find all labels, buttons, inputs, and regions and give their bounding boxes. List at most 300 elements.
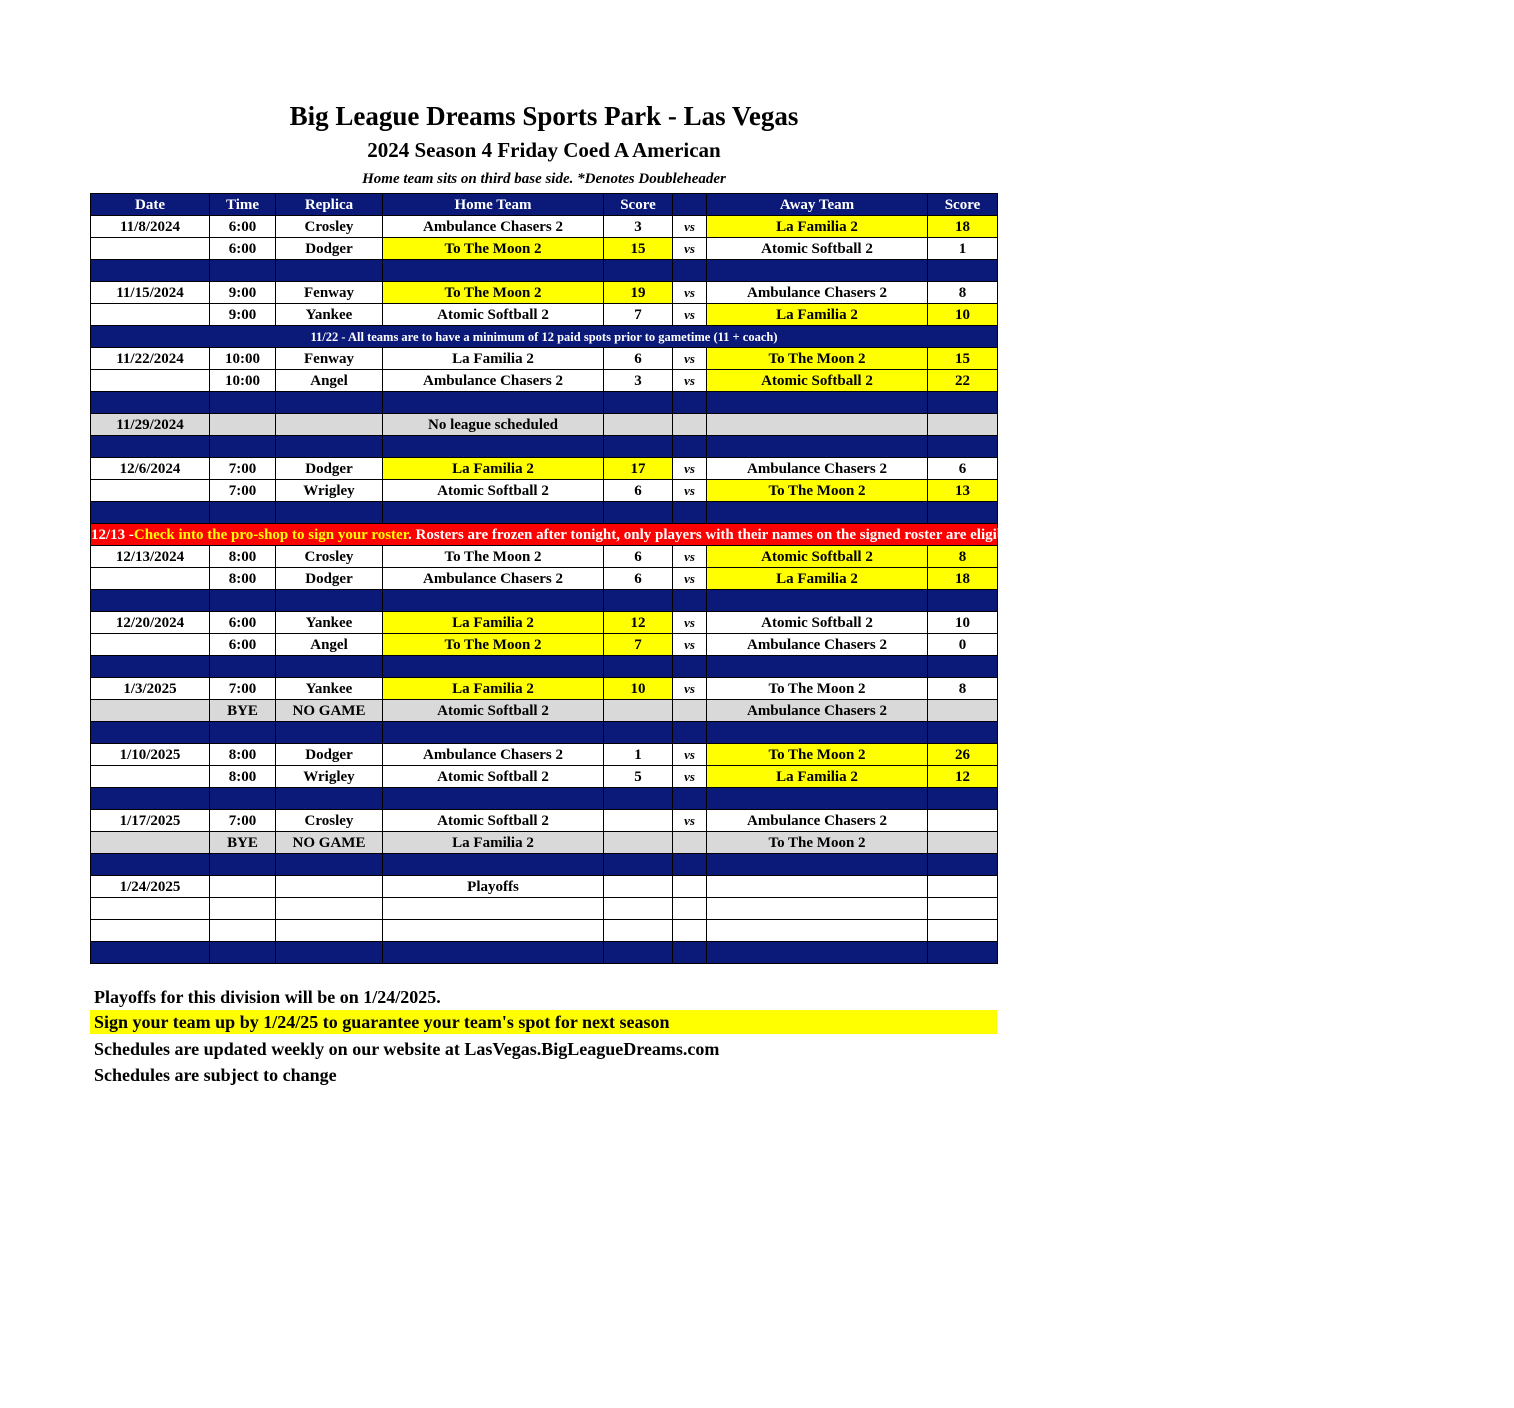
cell-vs: vs bbox=[673, 480, 707, 502]
cell-date bbox=[91, 568, 210, 590]
cell-replica: Crosley bbox=[276, 810, 383, 832]
cell-home-score bbox=[604, 920, 673, 942]
header-time: Time bbox=[210, 194, 276, 216]
cell-date: 12/6/2024 bbox=[91, 458, 210, 480]
cell-date: 12/20/2024 bbox=[91, 612, 210, 634]
cell-home-team: Atomic Softball 2 bbox=[383, 700, 604, 722]
separator-cell bbox=[673, 854, 707, 876]
separator-cell bbox=[383, 722, 604, 744]
separator-row bbox=[91, 260, 998, 282]
cell-replica: Fenway bbox=[276, 282, 383, 304]
separator-cell bbox=[210, 392, 276, 414]
footer-change: Schedules are subject to change bbox=[94, 1065, 337, 1085]
bye-row bbox=[91, 414, 998, 436]
cell-time bbox=[210, 920, 276, 942]
cell-time: 9:00 bbox=[210, 282, 276, 304]
separator-cell bbox=[210, 788, 276, 810]
cell-home-team: To The Moon 2 bbox=[383, 238, 604, 260]
separator-cell bbox=[928, 722, 998, 744]
cell-away-score: 18 bbox=[928, 216, 998, 238]
cell-home-team: Ambulance Chasers 2 bbox=[383, 744, 604, 766]
schedule-table bbox=[90, 193, 1514, 964]
cell-away-score: 1 bbox=[928, 238, 998, 260]
separator-cell bbox=[210, 854, 276, 876]
cell-away-score: 8 bbox=[928, 678, 998, 700]
separator-cell bbox=[91, 656, 210, 678]
cell-away-score bbox=[928, 700, 998, 722]
separator-cell bbox=[673, 502, 707, 524]
cell-time: 6:00 bbox=[210, 612, 276, 634]
game-row bbox=[91, 546, 998, 568]
separator-row bbox=[91, 436, 998, 458]
cell-date: 1/3/2025 bbox=[91, 678, 210, 700]
alert-rest: . Rosters are frozen after tonight, only players with their names on the signed roster are eligible for playoffs. Please check carefully as changes will not be made for omissions. bbox=[407, 526, 1514, 543]
separator-cell bbox=[707, 436, 928, 458]
cell-away-score: 22 bbox=[928, 370, 998, 392]
cell-home-team: To The Moon 2 bbox=[383, 546, 604, 568]
separator-row bbox=[91, 788, 998, 810]
cell-replica: Angel bbox=[276, 634, 383, 656]
cell-replica bbox=[276, 414, 383, 436]
cell-vs bbox=[673, 898, 707, 920]
separator-cell bbox=[928, 942, 998, 964]
cell-vs: vs bbox=[673, 370, 707, 392]
cell-home-team: La Familia 2 bbox=[383, 678, 604, 700]
separator-cell bbox=[210, 436, 276, 458]
cell-date: 1/24/2025 bbox=[91, 876, 210, 898]
cell-date: 1/10/2025 bbox=[91, 744, 210, 766]
cell-time: 8:00 bbox=[210, 744, 276, 766]
cell-home-score: 5 bbox=[604, 766, 673, 788]
separator-cell bbox=[673, 392, 707, 414]
cell-replica: NO GAME bbox=[276, 700, 383, 722]
footer-website: Schedules are updated weekly on our website at LasVegas.BigLeagueDreams.com bbox=[94, 1039, 720, 1059]
cell-vs: vs bbox=[673, 546, 707, 568]
game-row bbox=[91, 634, 998, 656]
separator-cell bbox=[276, 942, 383, 964]
cell-away-score bbox=[928, 414, 998, 436]
cell-replica: NO GAME bbox=[276, 832, 383, 854]
cell-home-score bbox=[604, 414, 673, 436]
separator-row bbox=[91, 722, 998, 744]
cell-replica: Dodger bbox=[276, 238, 383, 260]
roster-alert-row bbox=[91, 524, 998, 546]
cell-replica: Crosley bbox=[276, 546, 383, 568]
separator-cell bbox=[604, 392, 673, 414]
cell-home-team: To The Moon 2 bbox=[383, 282, 604, 304]
cell-away-score: 13 bbox=[928, 480, 998, 502]
cell-home-score: 6 bbox=[604, 480, 673, 502]
separator-cell bbox=[383, 656, 604, 678]
separator-cell bbox=[91, 722, 210, 744]
separator-cell bbox=[383, 260, 604, 282]
cell-date: 12/13/2024 bbox=[91, 546, 210, 568]
cell-home-team: La Familia 2 bbox=[383, 348, 604, 370]
cell-away-team bbox=[707, 898, 928, 920]
cell-replica bbox=[276, 898, 383, 920]
game-row bbox=[91, 766, 998, 788]
cell-home-score: 19 bbox=[604, 282, 673, 304]
cell-date bbox=[91, 898, 210, 920]
separator-cell bbox=[383, 854, 604, 876]
separator-cell bbox=[210, 502, 276, 524]
cell-date bbox=[91, 370, 210, 392]
separator-cell bbox=[673, 590, 707, 612]
cell-home-score: 7 bbox=[604, 304, 673, 326]
cell-replica: Angel bbox=[276, 370, 383, 392]
separator-cell bbox=[673, 436, 707, 458]
cell-time: BYE bbox=[210, 832, 276, 854]
footer-signup: Sign your team up by 1/24/25 to guarantee your team's spot for next season bbox=[90, 1010, 997, 1034]
game-row bbox=[91, 568, 998, 590]
cell-vs: vs bbox=[673, 634, 707, 656]
separator-cell bbox=[604, 942, 673, 964]
cell-home-score: 3 bbox=[604, 216, 673, 238]
cell-time: 6:00 bbox=[210, 634, 276, 656]
cell-vs: vs bbox=[673, 458, 707, 480]
separator-cell bbox=[928, 260, 998, 282]
cell-time: 9:00 bbox=[210, 304, 276, 326]
cell-vs: vs bbox=[673, 238, 707, 260]
separator-cell bbox=[91, 590, 210, 612]
cell-time bbox=[210, 876, 276, 898]
cell-home-team: La Familia 2 bbox=[383, 832, 604, 854]
cell-away-score: 8 bbox=[928, 546, 998, 568]
cell-time: BYE bbox=[210, 700, 276, 722]
separator-cell bbox=[604, 590, 673, 612]
header-away-score: Score bbox=[928, 194, 998, 216]
cell-home-team: Ambulance Chasers 2 bbox=[383, 216, 604, 238]
cell-vs bbox=[673, 920, 707, 942]
cell-time: 7:00 bbox=[210, 678, 276, 700]
separator-cell bbox=[928, 590, 998, 612]
separator-cell bbox=[210, 942, 276, 964]
cell-date bbox=[91, 238, 210, 260]
cell-away-team: To The Moon 2 bbox=[707, 832, 928, 854]
header-away-team: Away Team bbox=[707, 194, 928, 216]
cell-away-score bbox=[928, 876, 998, 898]
game-row bbox=[91, 348, 998, 370]
separator-cell bbox=[604, 788, 673, 810]
cell-home-score: 12 bbox=[604, 612, 673, 634]
separator-cell bbox=[91, 436, 210, 458]
roster-alert bbox=[91, 524, 1514, 546]
cell-home-score bbox=[604, 898, 673, 920]
separator-cell bbox=[91, 392, 210, 414]
separator-row bbox=[91, 590, 998, 612]
notice-row bbox=[91, 326, 998, 348]
cell-away-team: Ambulance Chasers 2 bbox=[707, 282, 928, 304]
separator-cell bbox=[604, 722, 673, 744]
cell-vs bbox=[673, 832, 707, 854]
cell-home-team: La Familia 2 bbox=[383, 458, 604, 480]
separator-cell bbox=[707, 722, 928, 744]
game-row bbox=[91, 678, 998, 700]
separator-row bbox=[91, 392, 998, 414]
page-title: Big League Dreams Sports Park - Las Vegas bbox=[289, 101, 799, 131]
cell-replica: Dodger bbox=[276, 458, 383, 480]
separator-cell bbox=[276, 656, 383, 678]
header-vs bbox=[673, 194, 707, 216]
separator-cell bbox=[91, 942, 210, 964]
separator-cell bbox=[707, 854, 928, 876]
cell-time: 8:00 bbox=[210, 766, 276, 788]
cell-away-team: La Familia 2 bbox=[707, 766, 928, 788]
alert-highlight: Check into the pro-shop to sign your roster bbox=[133, 526, 408, 543]
separator-row bbox=[91, 502, 998, 524]
separator-cell bbox=[383, 502, 604, 524]
cell-home-score: 15 bbox=[604, 238, 673, 260]
cell-date: 1/17/2025 bbox=[91, 810, 210, 832]
page-subtitle: 2024 Season 4 Friday Coed A American bbox=[367, 138, 721, 162]
separator-cell bbox=[210, 722, 276, 744]
separator-row bbox=[91, 942, 998, 964]
cell-replica: Crosley bbox=[276, 216, 383, 238]
separator-cell bbox=[604, 502, 673, 524]
cell-away-score: 26 bbox=[928, 744, 998, 766]
cell-vs: vs bbox=[673, 744, 707, 766]
cell-time: 7:00 bbox=[210, 458, 276, 480]
cell-away-team bbox=[707, 876, 928, 898]
cell-date: 11/22/2024 bbox=[91, 348, 210, 370]
separator-cell bbox=[91, 854, 210, 876]
cell-away-team: La Familia 2 bbox=[707, 304, 928, 326]
cell-home-score: 7 bbox=[604, 634, 673, 656]
cell-home-score bbox=[604, 876, 673, 898]
separator-cell bbox=[210, 656, 276, 678]
cell-away-team: Ambulance Chasers 2 bbox=[707, 700, 928, 722]
separator-cell bbox=[383, 436, 604, 458]
home-team-note: Home team sits on third base side. *Denotes Doubleheader bbox=[362, 171, 726, 187]
bye-row bbox=[91, 700, 998, 722]
cell-date bbox=[91, 304, 210, 326]
separator-cell bbox=[210, 590, 276, 612]
cell-replica: Dodger bbox=[276, 744, 383, 766]
table-header-row bbox=[91, 194, 998, 216]
cell-away-team: To The Moon 2 bbox=[707, 678, 928, 700]
cell-home-score: 6 bbox=[604, 546, 673, 568]
cell-date bbox=[91, 634, 210, 656]
cell-replica: Fenway bbox=[276, 348, 383, 370]
cell-replica bbox=[276, 920, 383, 942]
cell-home-score bbox=[604, 832, 673, 854]
separator-cell bbox=[673, 942, 707, 964]
alert-prefix: 12/13 - bbox=[91, 526, 134, 543]
cell-away-score: 10 bbox=[928, 612, 998, 634]
separator-cell bbox=[276, 436, 383, 458]
cell-time: 6:00 bbox=[210, 238, 276, 260]
separator-cell bbox=[707, 656, 928, 678]
separator-cell bbox=[276, 392, 383, 414]
cell-away-score bbox=[928, 832, 998, 854]
cell-home-score: 10 bbox=[604, 678, 673, 700]
cell-away-score: 18 bbox=[928, 568, 998, 590]
cell-home-team: Atomic Softball 2 bbox=[383, 304, 604, 326]
separator-cell bbox=[707, 260, 928, 282]
game-row bbox=[91, 744, 998, 766]
separator-cell bbox=[383, 788, 604, 810]
cell-vs bbox=[673, 700, 707, 722]
separator-cell bbox=[707, 942, 928, 964]
separator-cell bbox=[383, 590, 604, 612]
cell-away-score: 8 bbox=[928, 282, 998, 304]
cell-vs: vs bbox=[673, 766, 707, 788]
game-row bbox=[91, 304, 998, 326]
bye-row bbox=[91, 832, 998, 854]
cell-date: 11/8/2024 bbox=[91, 216, 210, 238]
cell-time: 8:00 bbox=[210, 568, 276, 590]
cell-away-team: Ambulance Chasers 2 bbox=[707, 458, 928, 480]
separator-cell bbox=[673, 788, 707, 810]
separator-cell bbox=[383, 392, 604, 414]
separator-row bbox=[91, 854, 998, 876]
header-replica: Replica bbox=[276, 194, 383, 216]
cell-away-team: Atomic Softball 2 bbox=[707, 370, 928, 392]
cell-away-team: Ambulance Chasers 2 bbox=[707, 634, 928, 656]
cell-vs: vs bbox=[673, 304, 707, 326]
cell-away-score: 15 bbox=[928, 348, 998, 370]
cell-away-score: 6 bbox=[928, 458, 998, 480]
cell-away-score bbox=[928, 920, 998, 942]
cell-home-score: 3 bbox=[604, 370, 673, 392]
cell-vs bbox=[673, 414, 707, 436]
cell-away-score: 10 bbox=[928, 304, 998, 326]
cell-home-team: Ambulance Chasers 2 bbox=[383, 568, 604, 590]
cell-home-team: La Familia 2 bbox=[383, 612, 604, 634]
cell-away-team: La Familia 2 bbox=[707, 216, 928, 238]
separator-cell bbox=[276, 722, 383, 744]
game-row bbox=[91, 480, 998, 502]
game-row bbox=[91, 876, 998, 898]
cell-home-score bbox=[604, 810, 673, 832]
cell-time: 10:00 bbox=[210, 348, 276, 370]
game-row bbox=[91, 458, 998, 480]
separator-cell bbox=[604, 656, 673, 678]
cell-replica: Yankee bbox=[276, 678, 383, 700]
cell-away-team: Atomic Softball 2 bbox=[707, 612, 928, 634]
cell-time: 10:00 bbox=[210, 370, 276, 392]
separator-cell bbox=[928, 502, 998, 524]
cell-home-score: 6 bbox=[604, 568, 673, 590]
separator-cell bbox=[604, 436, 673, 458]
cell-replica: Wrigley bbox=[276, 480, 383, 502]
cell-time bbox=[210, 898, 276, 920]
cell-time: 7:00 bbox=[210, 810, 276, 832]
cell-away-team: La Familia 2 bbox=[707, 568, 928, 590]
separator-cell bbox=[928, 788, 998, 810]
cell-vs bbox=[673, 876, 707, 898]
cell-home-team: Atomic Softball 2 bbox=[383, 810, 604, 832]
cell-vs: vs bbox=[673, 216, 707, 238]
game-row bbox=[91, 920, 998, 942]
cell-vs: vs bbox=[673, 568, 707, 590]
cell-time: 8:00 bbox=[210, 546, 276, 568]
cell-away-team bbox=[707, 920, 928, 942]
cell-time bbox=[210, 414, 276, 436]
cell-vs: vs bbox=[673, 348, 707, 370]
cell-home-team bbox=[383, 898, 604, 920]
separator-cell bbox=[276, 260, 383, 282]
cell-home-team: Atomic Softball 2 bbox=[383, 766, 604, 788]
separator-cell bbox=[383, 942, 604, 964]
cell-date bbox=[91, 766, 210, 788]
separator-cell bbox=[673, 722, 707, 744]
separator-cell bbox=[707, 590, 928, 612]
cell-date bbox=[91, 920, 210, 942]
cell-replica: Wrigley bbox=[276, 766, 383, 788]
cell-home-score: 17 bbox=[604, 458, 673, 480]
game-row bbox=[91, 898, 998, 920]
cell-home-score: 6 bbox=[604, 348, 673, 370]
cell-home-team: To The Moon 2 bbox=[383, 634, 604, 656]
cell-away-team: To The Moon 2 bbox=[707, 480, 928, 502]
cell-replica: Yankee bbox=[276, 612, 383, 634]
cell-replica: Dodger bbox=[276, 568, 383, 590]
game-row bbox=[91, 282, 998, 304]
separator-cell bbox=[707, 788, 928, 810]
separator-cell bbox=[91, 788, 210, 810]
cell-away-score: 12 bbox=[928, 766, 998, 788]
game-row bbox=[91, 612, 998, 634]
cell-away-team: To The Moon 2 bbox=[707, 348, 928, 370]
cell-date: 11/15/2024 bbox=[91, 282, 210, 304]
cell-away-score bbox=[928, 898, 998, 920]
cell-date bbox=[91, 480, 210, 502]
separator-cell bbox=[928, 854, 998, 876]
cell-time: 7:00 bbox=[210, 480, 276, 502]
cell-date bbox=[91, 700, 210, 722]
separator-cell bbox=[276, 854, 383, 876]
separator-cell bbox=[928, 392, 998, 414]
separator-cell bbox=[276, 590, 383, 612]
cell-vs: vs bbox=[673, 810, 707, 832]
cell-home-team: Playoffs bbox=[383, 876, 604, 898]
notice-text: 11/22 - All teams are to have a minimum of 12 paid spots prior to gametime (11 + coach) bbox=[91, 326, 998, 348]
cell-replica: Yankee bbox=[276, 304, 383, 326]
cell-time: 6:00 bbox=[210, 216, 276, 238]
header-date: Date bbox=[91, 194, 210, 216]
separator-cell bbox=[707, 392, 928, 414]
cell-home-score bbox=[604, 700, 673, 722]
footer-playoffs: Playoffs for this division will be on 1/24/2025. bbox=[94, 987, 441, 1007]
cell-vs: vs bbox=[673, 678, 707, 700]
cell-date: 11/29/2024 bbox=[91, 414, 210, 436]
header-home-team: Home Team bbox=[383, 194, 604, 216]
separator-cell bbox=[276, 788, 383, 810]
game-row bbox=[91, 216, 998, 238]
cell-vs: vs bbox=[673, 612, 707, 634]
game-row bbox=[91, 370, 998, 392]
cell-vs: vs bbox=[673, 282, 707, 304]
cell-away-score bbox=[928, 810, 998, 832]
separator-cell bbox=[604, 260, 673, 282]
cell-home-team bbox=[383, 920, 604, 942]
cell-date bbox=[91, 832, 210, 854]
cell-away-team: Atomic Softball 2 bbox=[707, 546, 928, 568]
cell-away-score: 0 bbox=[928, 634, 998, 656]
separator-cell bbox=[210, 260, 276, 282]
cell-away-team bbox=[707, 414, 928, 436]
separator-cell bbox=[91, 502, 210, 524]
cell-home-team: No league scheduled bbox=[383, 414, 604, 436]
separator-cell bbox=[928, 436, 998, 458]
separator-cell bbox=[673, 260, 707, 282]
cell-away-team: To The Moon 2 bbox=[707, 744, 928, 766]
schedule-body bbox=[91, 216, 1514, 964]
separator-cell bbox=[673, 656, 707, 678]
game-row bbox=[91, 238, 998, 260]
separator-cell bbox=[707, 502, 928, 524]
